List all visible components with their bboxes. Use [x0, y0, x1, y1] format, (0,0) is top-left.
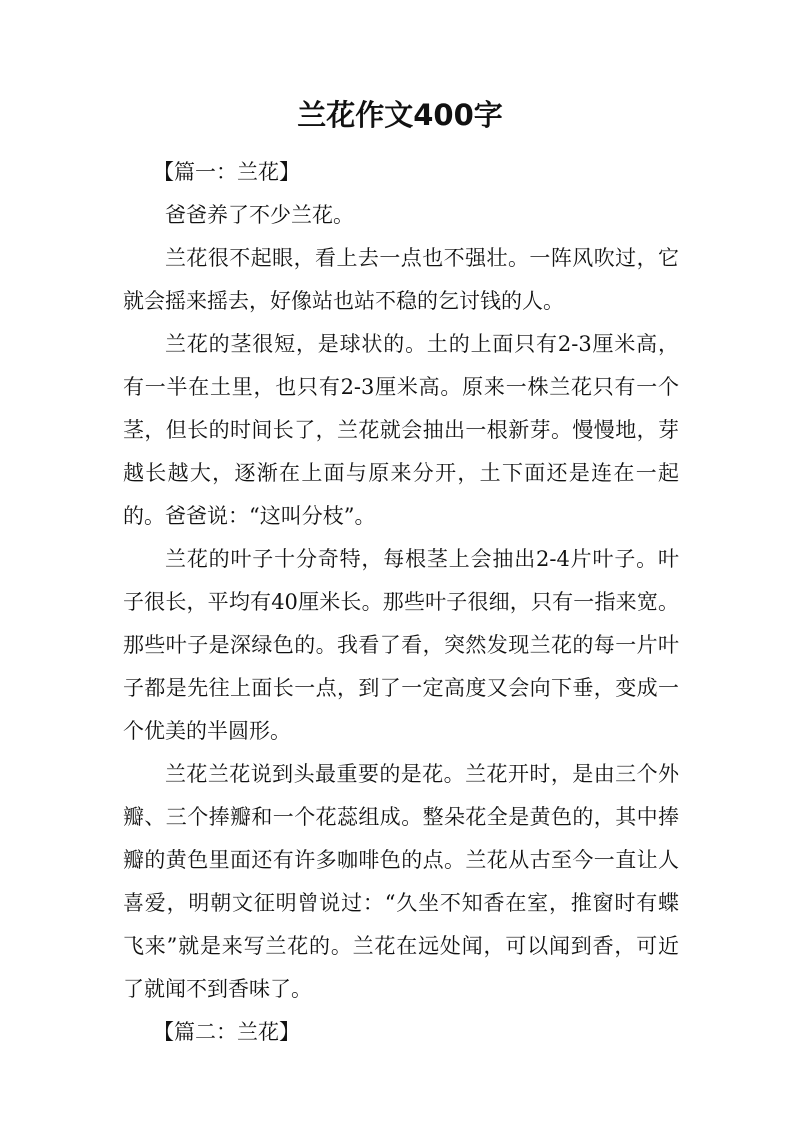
page-title: 兰花作文400字: [297, 98, 503, 132]
section-heading-2: 【篇二：兰花】: [153, 1020, 300, 1044]
paragraph: 兰花的叶子十分奇特，每根茎上会抽出2-4片叶子。叶子很长，平均有40厘米长。那些叶子很细，只有一指来宽。那些叶子是深绿色的。我看了看，突然发现兰花的每一片叶子都是先往上面长一点，到了一定高度又会向下垂，变成一个优美的半圆形。: [123, 547, 679, 743]
document-body: [123, 151, 679, 1054]
section-heading-1: 【篇一：兰花】: [153, 160, 300, 184]
paragraph: 兰花的茎很短，是球状的。土的上面只有2-3厘米高，有一半在土里，也只有2-3厘米高。原来一株兰花只有一个茎，但长的时间长了，兰花就会抽出一根新芽。慢慢地，芽越长越大，逐渐在上面与原来分开，土下面还是连在一起的。爸爸说：“这叫分枝”。: [123, 332, 679, 528]
paragraph: 兰花兰花说到头最重要的是花。兰花开时，是由三个外瓣、三个捧瓣和一个花蕊组成。整朵花全是黄色的，其中捧瓣的黄色里面还有许多咖啡色的点。兰花从古至今一直让人喜爱，明朝文征明曾说过：“久坐不知香在室，推窗时有蝶飞来”就是来写兰花的。兰花在远处闻，可以闻到香，可近了就闻不到香味了。: [123, 762, 679, 1001]
paragraph: 兰花很不起眼，看上去一点也不强壮。一阵风吹过，它就会摇来摇去，好像站也站不稳的乞讨钱的人。: [123, 246, 679, 313]
paragraph: 爸爸养了不少兰花。: [165, 203, 354, 227]
